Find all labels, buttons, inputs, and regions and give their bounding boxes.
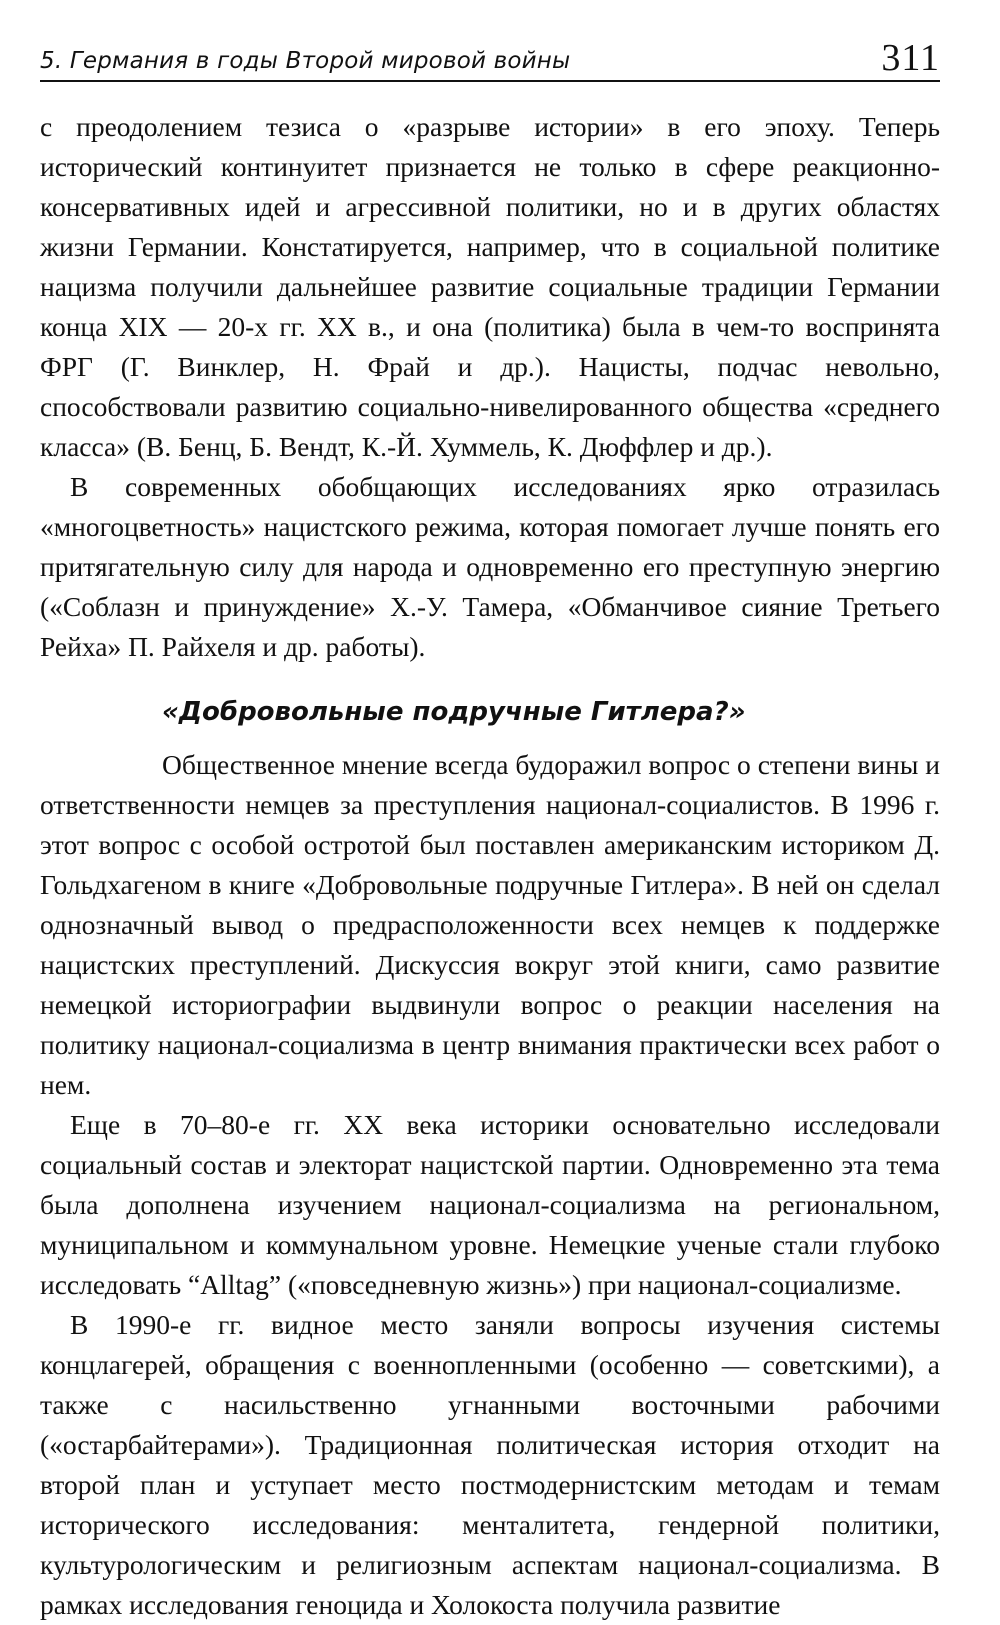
book-page [40,30,940,1625]
paragraph: В современных обобщающих исследованиях ярко отразилась «многоцветность» нацистского режима, которая помогает лучше понять его притягательную силу для народа и одновременно его преступную энергию («Соблазн и принуждение» Х.-У. Тамера, «Обманчивое сияние Третьего Рейха» П. Райхеля и др. работы). [40,471,940,662]
paragraph: В 1990-е гг. видное место заняли вопросы изучения системы концлагерей, обращения с военнопленными (особенно — советскими), а также с насильственно угнанными восточными рабочими («остарбайтерами»). Традиционная политическая история отходит на второй план и уступает место постмодернистским методам и темам исторического исследования: менталитета, гендерной политики, культурологическим и религиозным аспектам национал-социализма. В рамках исследования геноцида и Холокоста получила развитие [40,1309,940,1620]
paragraph: Общественное мнение всегда будоражил вопрос о степени вины и ответственности немцев за преступления национал-социалистов. В 1996 г. этот вопрос с особой остротой был поставлен американским историком Д. Гольдхагеном в книге «Добровольные подручные Гитлера». В ней он сделал однозначный вывод о предрасположенности всех немцев к поддержке нацистских преступлений. Дискуссия вокруг этой книги, само развитие немецкой историографии выдвинули вопрос о реакции населения на политику национал-социализма в центр внимания практически всех работ о нем. [40,749,940,1100]
body-text [40,107,940,1625]
chapter-title: 5. Германия в годы Второй мировой войны [40,48,571,74]
paragraph-continuation: с преодолением тезиса о «разрыве истории» в его эпоху. Теперь исторический континуитет признается не только в сфере реакционно-консервативных идей и агрессивной политики, но и в других областях жизни Германии. Констатируется, например, что в социальной политике нацизма получили дальнейшее развитие социальные традиции Германии конца XIX — 20-х гг. XX в., и она (политика) была в чем-то воспринята ФРГ (Г. Винклер, Н. Фрай и др.). Нацисты, подчас невольно, способствовали развитию социально-нивелированного общества «среднего класса» (В. Бенц, Б. Вендт, К.-Й. Хуммель, К. Дюффлер и др.). [40,111,940,462]
paragraph: Еще в 70–80-е гг. XX века историки основательно исследовали социальный состав и электорат нацистской партии. Одновременно эта тема была дополнена изучением национал-социализма на региональном, муниципальном и коммунальном уровне. Немецкие ученые стали глубоко исследовать “Alltag” («повседневную жизнь») при национал-социализме. [40,1109,940,1300]
running-header [40,30,940,82]
page-number: 311 [881,37,940,79]
section-heading: «Добровольные подручные Гитлера?» [162,697,746,727]
